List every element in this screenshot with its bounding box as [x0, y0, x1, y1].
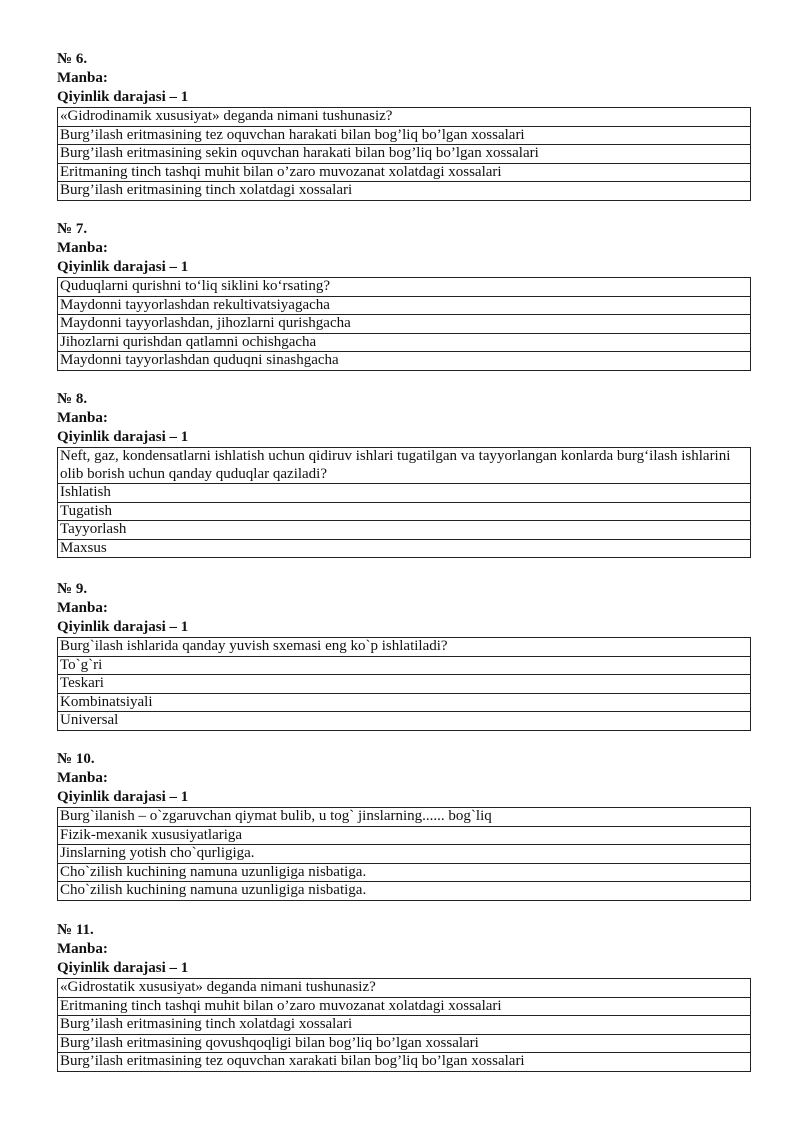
answer-row [58, 521, 751, 540]
answer-option: Cho`zilish kuchining namuna uzunligiga nisbatiga. [58, 882, 751, 901]
question-block [57, 750, 751, 901]
difficulty-label: Qiyinlik darajasi – 1 [57, 960, 189, 976]
answer-row [58, 296, 751, 315]
answer-option: Burg’ilash eritmasining qovushqoqligi bilan bog’liq bo’lgan xossalari [58, 1034, 751, 1053]
question-row [58, 638, 751, 657]
source-label: Manba: [57, 600, 108, 616]
question-number: № 6. [57, 51, 88, 67]
question-table [57, 447, 751, 558]
difficulty-label: Qiyinlik darajasi – 1 [57, 429, 189, 445]
answer-row [58, 352, 751, 371]
answer-row [58, 882, 751, 901]
answer-row [58, 182, 751, 201]
source-label: Manba: [57, 410, 108, 426]
question-block [57, 921, 751, 1072]
question-number: № 8. [57, 391, 88, 407]
question-row [58, 808, 751, 827]
answer-option: Burg’ilash eritmasining tinch xolatdagi xossalari [58, 182, 751, 201]
question-row [58, 278, 751, 297]
answer-row [58, 484, 751, 503]
source-label: Manba: [57, 70, 108, 86]
answer-row [58, 1016, 751, 1035]
answer-row [58, 1053, 751, 1072]
question-table [57, 637, 751, 731]
question-block [57, 50, 751, 201]
question-number: № 9. [57, 581, 88, 597]
question-row [58, 108, 751, 127]
answer-option: Maydonni tayyorlashdan, jihozlarni qurishgacha [58, 315, 751, 334]
question-number: № 10. [57, 751, 95, 767]
answer-option: Eritmaning tinch tashqi muhit bilan o’zaro muvozanat xolatdagi xossalari [58, 997, 751, 1016]
difficulty-label: Qiyinlik darajasi – 1 [57, 619, 189, 635]
answer-option: Universal [58, 712, 751, 731]
answer-row [58, 502, 751, 521]
difficulty-label: Qiyinlik darajasi – 1 [57, 259, 189, 275]
answer-row [58, 826, 751, 845]
question-text: Quduqlarni qurishni to‘liq siklini ko‘rsating? [58, 278, 751, 297]
difficulty-label: Qiyinlik darajasi – 1 [57, 789, 189, 805]
answer-row [58, 845, 751, 864]
answer-row [58, 1034, 751, 1053]
question-block [57, 390, 751, 558]
answer-option: Jinslarning yotish cho`qurligiga. [58, 845, 751, 864]
answer-row [58, 656, 751, 675]
answer-row [58, 333, 751, 352]
answer-row [58, 675, 751, 694]
source-label: Manba: [57, 770, 108, 786]
answer-option: Tayyorlash [58, 521, 751, 540]
question-row [58, 448, 751, 484]
question-text: Burg`ilanish – o`zgaruvchan qiymat bulib, u tog` jinslarning...... bog`liq [58, 808, 751, 827]
answer-option: Teskari [58, 675, 751, 694]
answer-option: Fizik-mexanik xususiyatlariga [58, 826, 751, 845]
question-table [57, 807, 751, 901]
answer-row [58, 126, 751, 145]
question-block [57, 220, 751, 371]
answer-row [58, 997, 751, 1016]
question-text: «Gidrodinamik xususiyat» deganda nimani tushunasiz? [58, 108, 751, 127]
question-number: № 7. [57, 221, 88, 237]
answer-row [58, 315, 751, 334]
answer-option: To`g`ri [58, 656, 751, 675]
question-text: Neft, gaz, kondensatlarni ishlatish uchun qidiruv ishlari tugatilgan va tayyorlangan konlarda burg‘ilash ishlarini olib borish uchun qanday quduqlar qaziladi? [58, 448, 751, 484]
answer-option: Kombinatsiyali [58, 693, 751, 712]
answer-option: Ishlatish [58, 484, 751, 503]
answer-option: Burg’ilash eritmasining sekin oquvchan harakati bilan bog’liq bo’lgan xossalari [58, 145, 751, 164]
answer-option: Tugatish [58, 502, 751, 521]
answer-option: Burg’ilash eritmasining tez oquvchan harakati bilan bog’liq bo’lgan xossalari [58, 126, 751, 145]
question-row [58, 979, 751, 998]
answer-option: Maydonni tayyorlashdan quduqni sinashgacha [58, 352, 751, 371]
answer-option: Burg’ilash eritmasining tinch xolatdagi xossalari [58, 1016, 751, 1035]
answer-option: Maydonni tayyorlashdan rekultivatsiyagacha [58, 296, 751, 315]
source-label: Manba: [57, 240, 108, 256]
question-table [57, 978, 751, 1072]
question-number: № 11. [57, 922, 94, 938]
answer-row [58, 863, 751, 882]
source-label: Manba: [57, 941, 108, 957]
answer-row [58, 145, 751, 164]
answer-row [58, 539, 751, 558]
answer-row [58, 712, 751, 731]
answer-row [58, 163, 751, 182]
answer-option: Cho`zilish kuchining namuna uzunligiga nisbatiga. [58, 863, 751, 882]
question-text: Burg`ilash ishlarida qanday yuvish sxemasi eng ko`p ishlatiladi? [58, 638, 751, 657]
question-text: «Gidrostatik xususiyat» deganda nimani tushunasiz? [58, 979, 751, 998]
difficulty-label: Qiyinlik darajasi – 1 [57, 89, 189, 105]
answer-option: Jihozlarni qurishdan qatlamni ochishgacha [58, 333, 751, 352]
answer-option: Burg’ilash eritmasining tez oquvchan xarakati bilan bog’liq bo’lgan xossalari [58, 1053, 751, 1072]
answer-row [58, 693, 751, 712]
question-table [57, 107, 751, 201]
answer-option: Maxsus [58, 539, 751, 558]
question-table [57, 277, 751, 371]
question-block [57, 580, 751, 731]
answer-option: Eritmaning tinch tashqi muhit bilan o’zaro muvozanat xolatdagi xossalari [58, 163, 751, 182]
